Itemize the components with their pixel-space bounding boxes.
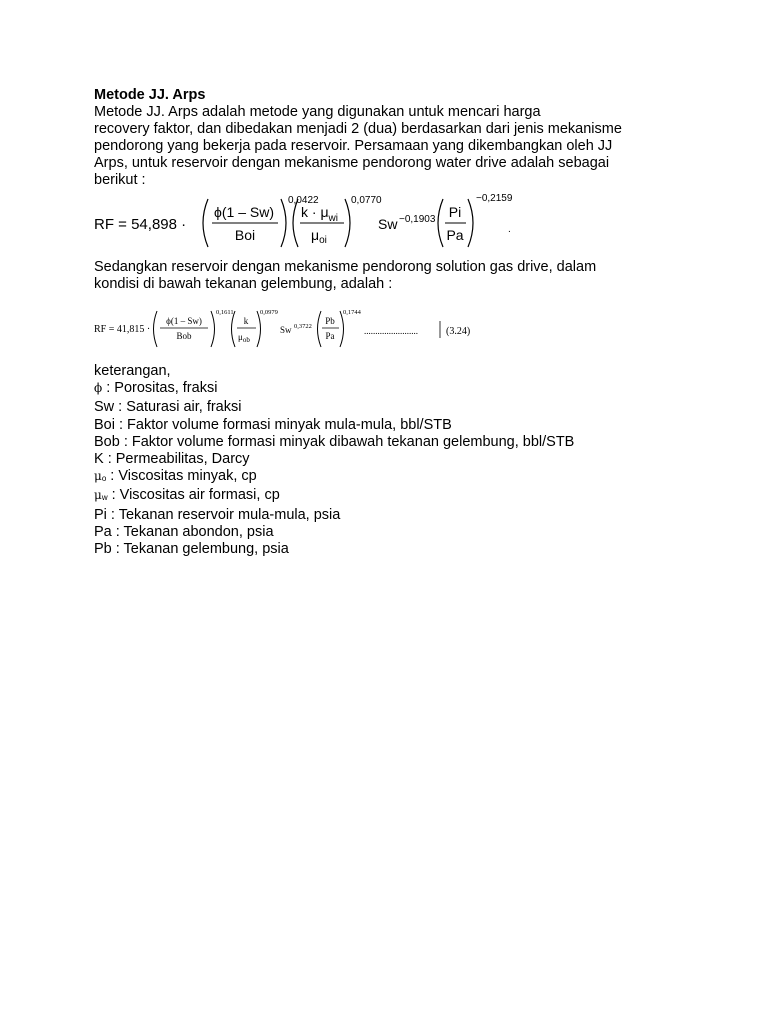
eq1-sw: Sw (378, 216, 398, 232)
eq2-frac2-den (238, 332, 250, 344)
eq2-paren2-left (232, 311, 236, 347)
legend-item (94, 507, 694, 524)
eq2-frac2-den-sub: ob (242, 336, 250, 344)
eq2-number: (3.24) (446, 326, 471, 337)
legend-item (94, 380, 694, 399)
eq1-sw-exp: −0,1903 (399, 214, 436, 225)
intro-line: Metode JJ. Arps adalah metode yang digunakan untuk mencari harga (94, 104, 541, 120)
legend-item (94, 487, 694, 506)
eq2-exp1: 0,1611 (216, 309, 234, 316)
eq2-sw: Sw (280, 325, 292, 335)
eq2-lhs: RF = 41,815 · (94, 324, 151, 335)
eq1-frac1-num: ϕ(1 – Sw) (214, 204, 274, 220)
legend-title: keterangan, (94, 363, 171, 379)
eq1-paren-left (203, 199, 208, 247)
eq2-frac1-num: ϕ(1 – Sw) (166, 316, 202, 326)
eq1-paren-right (281, 199, 286, 247)
intro-line: recovery faktor, dan dibedakan menjadi 2 (dua) berdasarkan dari jenis mekanisme (94, 121, 622, 137)
legend-text: Pi : Tekanan reservoir mula-mula, psia (94, 506, 341, 523)
eq1-exp2: 0,0770 (351, 195, 382, 206)
eq1-frac2-den (311, 227, 327, 246)
eq2-sw-exp: 0,3722 (294, 323, 312, 330)
eq1-exp1: 0,0422 (288, 195, 319, 206)
eq2-dots: ........................ (364, 326, 418, 336)
eq1-trail: . (508, 224, 511, 235)
eq1-frac2-den-sub: oi (319, 235, 327, 246)
legend-item (94, 451, 694, 468)
legend-text: : Porositas, fraksi (102, 380, 218, 397)
legend-text: Sw : Saturasi air, fraksi (94, 399, 242, 416)
legend-item (94, 417, 694, 434)
legend-item (94, 468, 694, 487)
document-page (94, 87, 694, 558)
legend-symbol-sub: w (101, 493, 108, 503)
legend-item (94, 399, 694, 416)
eq1-paren2-left (293, 199, 298, 247)
eq2-exp3: 0,1744 (343, 309, 361, 316)
eq2-frac1-den: Bob (176, 331, 192, 341)
legend-item (94, 524, 694, 541)
legend-text: Pb : Tekanan gelembung, psia (94, 541, 289, 558)
legend-symbol: ϕ (94, 381, 103, 396)
middle-line: kondisi di bawah tekanan gelembung, adalah : (94, 276, 393, 292)
intro-paragraph (94, 104, 694, 189)
eq2-frac3-den: Pa (325, 331, 335, 341)
eq2-paren-left (154, 311, 158, 347)
legend-symbol: μ (94, 488, 102, 503)
eq2-paren-right (211, 311, 215, 347)
legend-item (94, 434, 694, 451)
eq1-frac2-num-main: k · μ (301, 204, 329, 220)
spacer (94, 251, 694, 259)
middle-line: Sedangkan reservoir dengan mekanisme pendorong solution gas drive, dalam (94, 259, 597, 275)
eq1-frac3-den: Pa (446, 227, 464, 243)
eq2-paren3-right (340, 311, 344, 347)
eq1-frac2-den-main: μ (311, 227, 320, 243)
eq2-paren3-left (318, 311, 322, 347)
legend-text: K : Permeabilitas, Darcy (94, 451, 250, 468)
legend-text: Bob : Faktor volume formasi minyak dibawah tekanan gelembung, bbl/STB (94, 433, 575, 450)
eq2-paren2-right (257, 311, 261, 347)
legend-item (94, 541, 694, 558)
eq1-frac2-num-sub: wi (328, 213, 338, 224)
eq1-paren3-right (468, 199, 473, 247)
middle-paragraph (94, 259, 694, 293)
eq1-frac2-num (301, 204, 338, 224)
legend-section (94, 363, 694, 558)
legend-symbol: μ (94, 469, 102, 484)
intro-line: pendorong yang bekerja pada reservoir. Persamaan yang dikembangkan oleh JJ (94, 138, 613, 154)
section-title: Metode JJ. Arps (94, 87, 206, 103)
legend-symbol-sub: o (101, 474, 107, 484)
eq2-frac2-den-main: μ (238, 332, 243, 342)
legend-text: : Viscositas minyak, cp (106, 468, 257, 485)
equation-water-drive (94, 189, 694, 251)
legend-text: Boi : Faktor volume formasi minyak mula-mula, bbl/STB (94, 416, 452, 433)
eq1-frac3-num: Pi (448, 204, 462, 220)
equation-solution-gas-drive (94, 303, 694, 353)
equation-water-drive-graphic (94, 189, 534, 251)
eq1-frac1-den: Boi (234, 227, 256, 243)
eq1-lhs: RF = 54,898 · (94, 216, 187, 233)
eq2-frac3-num: Pb (325, 316, 335, 326)
intro-line: berikut : (94, 172, 146, 188)
equation-solution-gas-drive-graphic (94, 303, 494, 353)
intro-line: Arps, untuk reservoir dengan mekanisme pendorong water drive adalah sebagai (94, 155, 610, 171)
eq1-paren3-left (438, 199, 443, 247)
eq1-paren2-right (345, 199, 350, 247)
legend-text: : Viscositas air formasi, cp (107, 487, 280, 504)
legend-text: Pa : Tekanan abondon, psia (94, 523, 274, 540)
eq2-frac2-num: k (243, 316, 249, 326)
eq1-exp3: −0,2159 (476, 193, 513, 204)
eq2-exp2: 0,0979 (260, 309, 278, 316)
